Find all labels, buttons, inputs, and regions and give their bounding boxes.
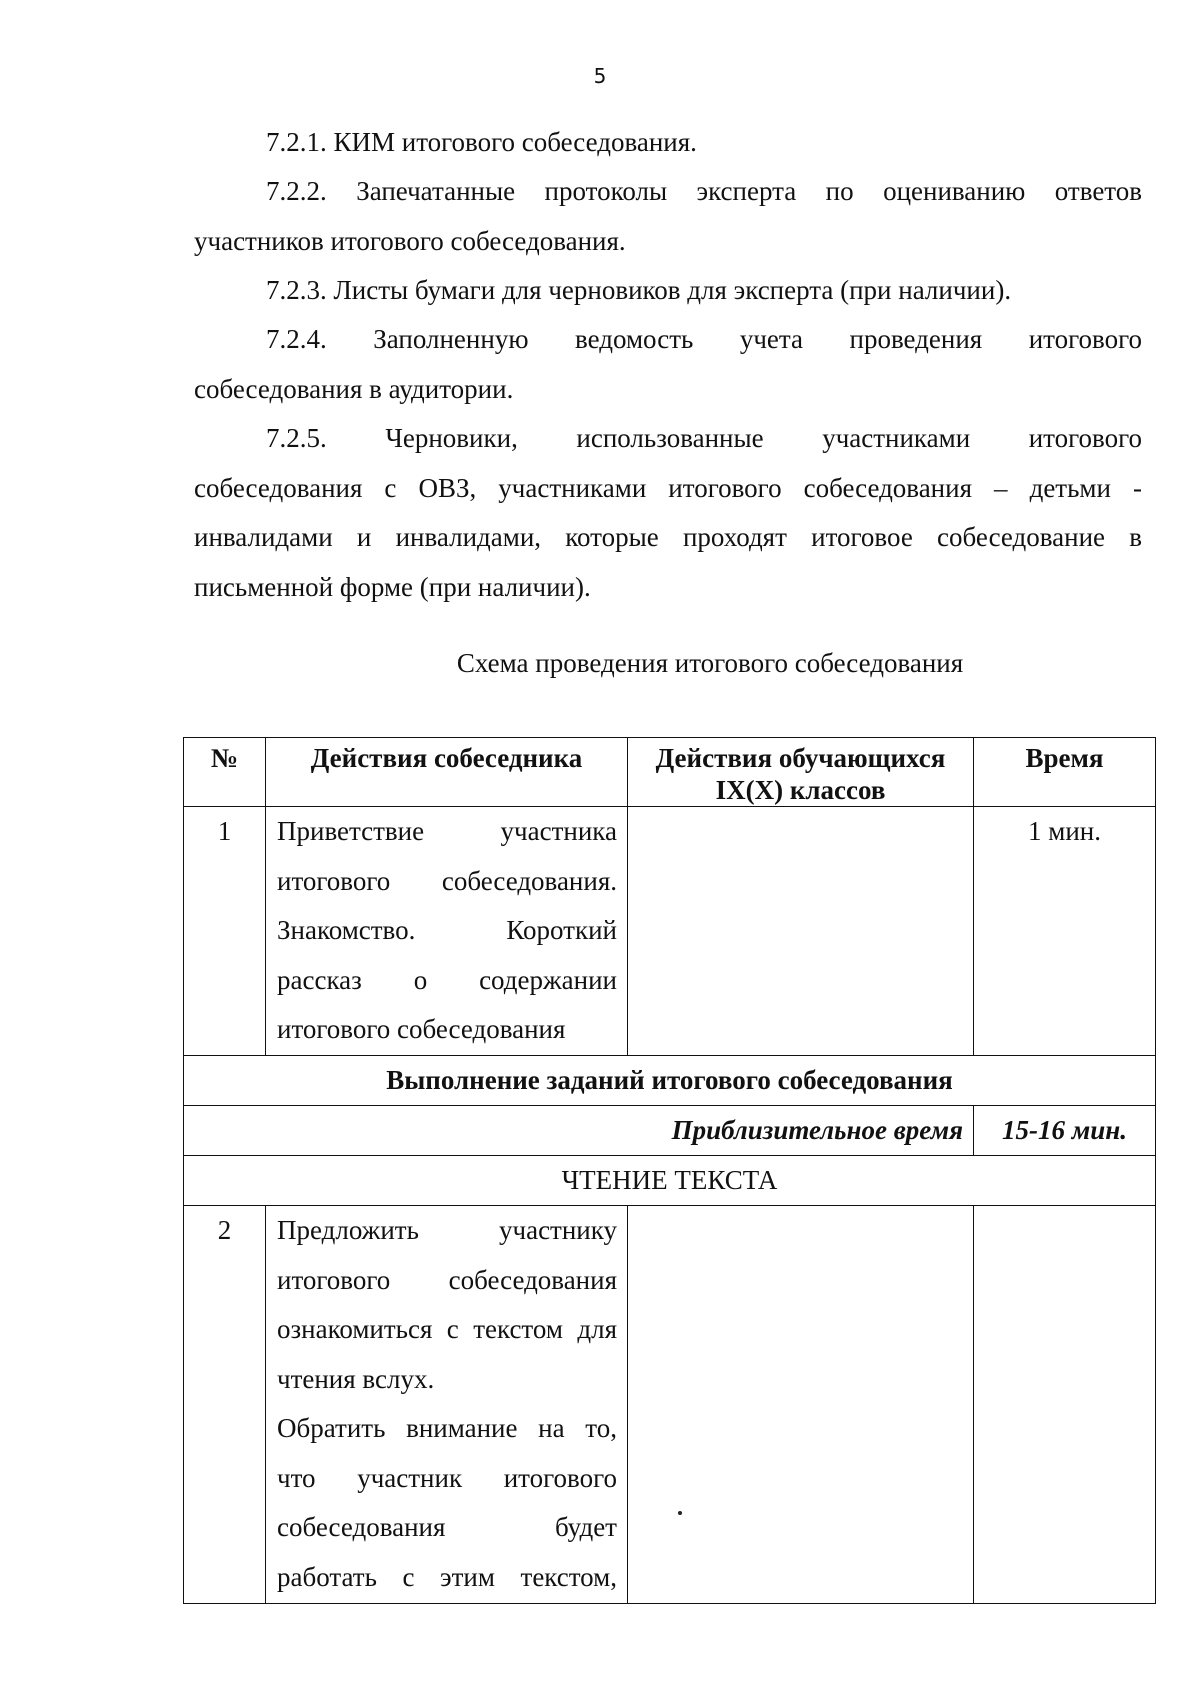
paragraph-line: участников итогового собеседования. xyxy=(194,225,626,256)
paragraph-line: 7.2.1. КИМ итогового собеседования. xyxy=(266,127,697,157)
interviewer-action-cell xyxy=(266,807,628,1056)
table-row xyxy=(184,1206,1156,1604)
paragraph-7-2-5 xyxy=(194,414,1142,612)
section-title: Выполнение заданий итогового собеседования xyxy=(184,1056,1156,1106)
page-number: 5 xyxy=(593,64,607,88)
paragraph-7-2-4 xyxy=(194,315,1142,414)
table-caption: Схема проведения итогового собеседования xyxy=(456,648,964,678)
student-action-cell xyxy=(628,1206,974,1604)
cell-line: рассказ о содержании xyxy=(277,964,617,995)
paragraph-7-2-1 xyxy=(194,118,1142,168)
table-approx-time-row xyxy=(184,1106,1156,1156)
cell-line: чтения вслух. xyxy=(277,1363,435,1394)
approx-time-label: Приблизительное время xyxy=(184,1106,974,1156)
cell-line: итогового собеседования. xyxy=(277,865,617,896)
interviewer-action-cell xyxy=(266,1206,628,1604)
table-section-row xyxy=(184,1056,1156,1106)
cell-line: работать с этим текстом, xyxy=(277,1561,617,1592)
paragraph-line: 7.2.5. Черновики, использованные участниками итогового xyxy=(266,423,1142,453)
table-row xyxy=(184,807,1156,1056)
paragraph-line: собеседования с ОВЗ, участниками итогового собеседования – детьми - xyxy=(194,472,1142,503)
approx-time-value: 15-16 мин. xyxy=(974,1106,1156,1156)
paragraph-7-2-3 xyxy=(194,266,1142,316)
paragraph-7-2-2 xyxy=(194,167,1142,266)
time-cell: 1 мин. xyxy=(974,807,1156,1056)
cell-line: Приветствие участника xyxy=(277,816,617,846)
reading-title: ЧТЕНИЕ ТЕКСТА xyxy=(184,1156,1156,1206)
table-header-row xyxy=(184,738,1156,807)
paragraph-line: 7.2.2. Запечатанные протоколы эксперта по оцениванию ответов xyxy=(266,176,1142,206)
cell-line: итогового собеседования xyxy=(277,1264,617,1295)
cell-line: Знакомство. Короткий xyxy=(277,915,617,945)
paragraph-line: письменной форме (при наличии). xyxy=(194,571,591,602)
cell-line: Предложить участнику xyxy=(277,1215,617,1245)
cell-line: собеседования будет xyxy=(277,1512,617,1542)
header-student-actions: Действия обучающихся IX(X) классов xyxy=(628,738,974,807)
paragraph-line: собеседования в аудитории. xyxy=(194,373,514,404)
time-cell xyxy=(974,1206,1156,1604)
scheme-table xyxy=(183,737,1156,1604)
student-action-cell xyxy=(628,807,974,1056)
cell-line: Обратить внимание на то, xyxy=(277,1413,617,1443)
table-subsection-row xyxy=(184,1156,1156,1206)
paragraph-line: инвалидами и инвалидами, которые проходят итоговое собеседование в xyxy=(194,522,1142,552)
header-time: Время xyxy=(974,738,1156,807)
cell-line: итогового собеседования xyxy=(277,1014,566,1044)
paragraph-line: 7.2.4. Заполненную ведомость учета проведения итогового xyxy=(266,324,1142,354)
cell-line: ознакомиться с текстом для xyxy=(277,1314,617,1344)
row-number: 2 xyxy=(184,1206,266,1604)
paragraph-line: 7.2.3. Листы бумаги для черновиков для эксперта (при наличии). xyxy=(266,275,1012,305)
scan-dot-mark xyxy=(678,1511,682,1515)
cell-line: что участник итогового xyxy=(277,1462,617,1493)
row-number: 1 xyxy=(184,807,266,1056)
header-number: № xyxy=(184,738,266,807)
header-interviewer-actions: Действия собеседника xyxy=(266,738,628,807)
